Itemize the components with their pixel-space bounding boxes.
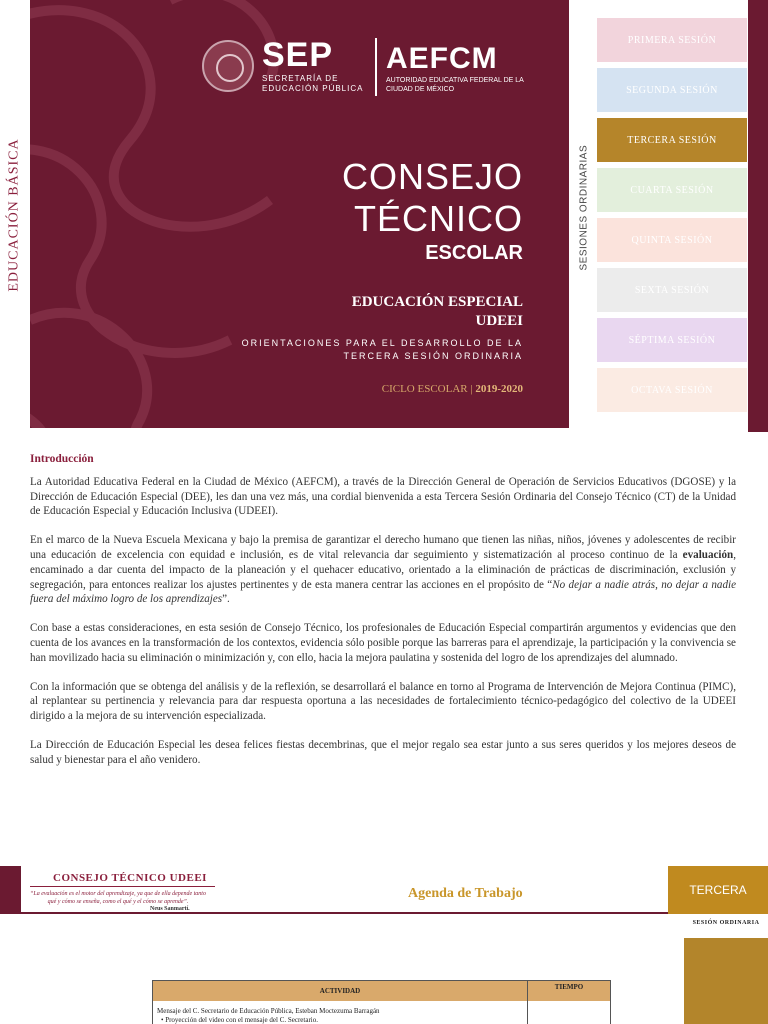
p2-bold-evaluacion: evaluación — [682, 548, 734, 561]
session-item[interactable]: SEGUNDA SESIÓN — [597, 68, 747, 112]
side-label-text: EDUCACIÓN BÁSICA — [6, 138, 22, 292]
session-item[interactable]: QUINTA SESIÓN — [597, 218, 747, 262]
p2-italic-quote: No dejar a nadie atrás, no dejar a nadie fuera del máximo logro de los aprendizajes — [30, 578, 736, 606]
row-activity-title: Mensaje del C. Secretario de Educación Pública, Esteban Moctezuma Barragán — [157, 1007, 380, 1015]
session-list — [597, 18, 747, 418]
p2-text-c: ”. — [222, 593, 230, 606]
subtitle-udeei: UDEEI — [475, 313, 523, 329]
title-escolar: ESCOLAR — [425, 242, 523, 264]
agenda-table — [152, 980, 611, 1024]
sep-subtitle: SECRETARÍA DE EDUCACIÓN PÚBLICA — [262, 74, 364, 93]
right-accent-bar — [748, 0, 768, 432]
ct-udeei-title: CONSEJO TÉCNICO UDEEI — [53, 872, 207, 884]
national-seal-icon — [202, 40, 254, 92]
agenda-divider — [21, 912, 671, 914]
cover-banner — [30, 0, 569, 428]
table-cell-tiempo — [528, 1001, 610, 1024]
introduction-heading: Introducción — [30, 453, 94, 465]
introduction-section — [30, 452, 736, 782]
logo-row — [202, 38, 542, 98]
ct-title-underline — [30, 886, 215, 887]
evaluation-quote: “La evaluación es el motor del aprendizaje, ya que de ella depende tanto qué y cómo se enseña, como el qué y el cómo se aprende”. — [30, 891, 206, 905]
orientation-text: ORIENTACIONES PARA EL DESARROLLO DE LA TERCERA SESIÓN ORDINARIA — [241, 338, 523, 361]
school-cycle — [382, 383, 523, 395]
aefcm-logo: AEFCM — [386, 42, 498, 75]
aefcm-subtitle: AUTORIDAD EDUCATIVA FEDERAL DE LA CIUDAD DE MÉXICO — [386, 77, 524, 93]
tercera-box — [668, 866, 768, 914]
session-item[interactable]: SÉPTIMA SESIÓN — [597, 318, 747, 362]
session-item[interactable]: PRIMERA SESIÓN — [597, 18, 747, 62]
right-gold-panel — [684, 938, 768, 1024]
title-tecnico: TÉCNICO — [354, 198, 523, 239]
p2-text-b: , encaminado a dar cuenta del impacto de la planeación y el quehacer educativo, orientado a la eliminación de prácticas de discriminación, exclusión y segregación, para entonces realizar los ajustes pertinentes y de esta manera centrar las acciones en el propósito de “ — [30, 548, 736, 591]
table-row — [153, 1001, 610, 1024]
session-item[interactable]: SEXTA SESIÓN — [597, 268, 747, 312]
intro-paragraph-3: Con base a estas consideraciones, en esta sesión de Consejo Técnico, los profesionales de Educación Especial compartirán argumentos y evidencias que den cuenta de los avances en la transformación de los contextos, evidencia sólo posible porque las barreras para el aprendizaje, la participación y la convivencia se han movilizado hacia su eliminación o minimización y, con ello, hacia la mejora paulatina y sostenida del logro de los aprendizajes del alumnado. — [30, 622, 736, 664]
subtitle-educacion-especial: EDUCACIÓN ESPECIAL — [351, 294, 523, 310]
session-item[interactable]: OCTAVA SESIÓN — [597, 368, 747, 412]
cycle-year: 2019-2020 — [475, 383, 523, 395]
agenda-left-bar — [0, 866, 21, 914]
session-item[interactable]: CUARTA SESIÓN — [597, 168, 747, 212]
intro-paragraph-5: La Dirección de Educación Especial les desea felices fiestas decembrinas, que el mejor regalo sea estar junto a sus seres queridos y los mejores deseos de salud y bienestar para el año venidero. — [30, 738, 736, 766]
sep-logo: SEP — [262, 36, 334, 74]
agenda-header — [0, 866, 768, 914]
sessions-label-text: SESIONES ORDINARIAS — [578, 144, 590, 271]
sesion-ordinaria-label: SESIÓN ORDINARIA — [692, 920, 760, 926]
quote-author: Neus Sanmartí. — [150, 906, 190, 912]
session-item[interactable]: TERCERA SESIÓN — [597, 118, 747, 162]
sessions-vertical-label — [575, 144, 593, 275]
row-activity-bullet: • Proyección del video con el mensaje del C. Secretario. — [161, 1016, 318, 1024]
agenda-title: Agenda de Trabajo — [408, 886, 523, 901]
table-header-row — [153, 981, 610, 1001]
col-tiempo: TIEMPO — [554, 983, 584, 991]
side-label-educacion-basica — [4, 135, 24, 300]
title-consejo: CONSEJO — [341, 156, 523, 197]
cycle-label: CICLO ESCOLAR | — [381, 383, 473, 395]
table-cell-actividad — [153, 1001, 528, 1024]
p2-text-a: En el marco de la Nueva Escuela Mexicana y bajo la premisa de garantizar el derecho humano que tienen las niñas, niños, jóvenes y adolescentes de recibir una educación de excelencia con equidad e inclusión, es de vital relevancia dar seguimiento y sistematización al proceso continuo de la — [30, 534, 736, 561]
logo-divider — [375, 38, 377, 96]
intro-paragraph-4: Con la información que se obtenga del análisis y de la reflexión, se desarrollará el balance en torno al Programa de Intervención de Mejora Continua (PIMC), al replantear su pertinencia y relevancia para dar respuesta oportuna a las necesidades de fortalecimiento técnico-pedagógico del colectivo de la UDEEI dirigido a la mejora de su intervención especializada. — [30, 680, 736, 723]
intro-paragraph-1: La Autoridad Educativa Federal en la Ciudad de México (AEFCM), a través de la Dirección General de Operación de Servicios Educativos (DGOSE) y la Dirección de Educación Especial (DEE), les dan una vez más, una cordial bienvenida a esta Tercera Sesión Ordinaria del Consejo Técnico (CT) de la Unidad de Educación Especial y Educación Inclusiva (UDEEI). — [30, 475, 736, 518]
col-actividad: ACTIVIDAD — [153, 981, 528, 1001]
tercera-label: TERCERA — [689, 883, 747, 897]
intro-paragraph-2 — [30, 533, 736, 607]
